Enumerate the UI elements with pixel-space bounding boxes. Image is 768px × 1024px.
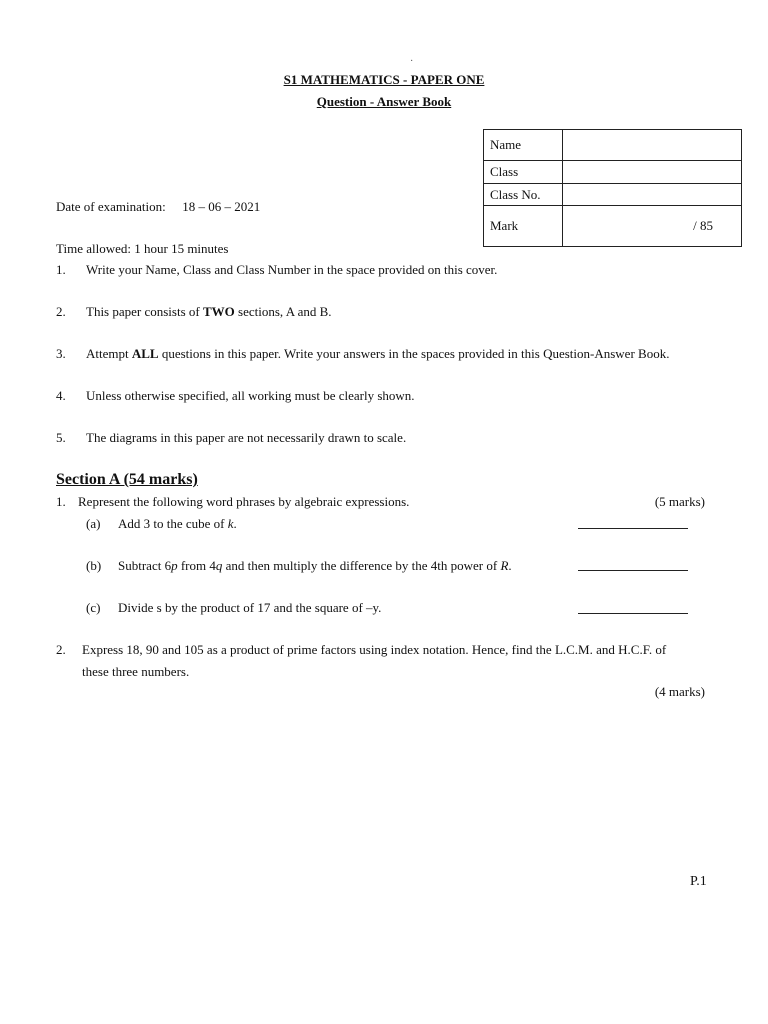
- exam-date: [56, 199, 260, 215]
- part-label: (c): [86, 600, 101, 615]
- section-a-heading: Section A (54 marks): [56, 471, 198, 488]
- instruction-text-end: sections, A and B.: [234, 304, 332, 319]
- question-number: 1.: [56, 494, 66, 509]
- time-allowed: Time allowed: 1 hour 15 minutes: [56, 241, 229, 256]
- part-variable: R: [500, 558, 509, 573]
- question-1c: [86, 600, 381, 616]
- instruction-item: [56, 388, 415, 404]
- part-variable: p: [171, 558, 178, 573]
- part-variable: k: [227, 516, 234, 531]
- instruction-text-end: questions in this paper. Write your answers in the spaces provided in this Question-Answer Book.: [158, 346, 670, 361]
- question-2-stem: [56, 642, 666, 658]
- question-2-text-cont: these three numbers.: [82, 664, 190, 679]
- instruction-number: 2.: [56, 304, 66, 319]
- class-no-field[interactable]: [563, 184, 742, 206]
- class-no-label: Class No.: [484, 184, 563, 206]
- part-variable: q: [215, 558, 223, 573]
- question-1-stem: [56, 494, 409, 510]
- name-field[interactable]: [563, 130, 742, 161]
- instruction-item: [56, 304, 332, 320]
- scan-speck: ·: [410, 56, 414, 67]
- instruction-number: 5.: [56, 430, 66, 445]
- part-text: .: [233, 516, 237, 531]
- mark-total: / 85: [563, 206, 742, 247]
- part-text: .: [508, 558, 512, 573]
- paper-subtitle: Question - Answer Book: [316, 94, 452, 109]
- answer-line-1b[interactable]: [578, 570, 688, 571]
- part-text: and then multiply the difference by the 4th power of: [222, 558, 501, 573]
- instruction-item: [56, 430, 406, 446]
- instruction-text: Attempt: [86, 346, 132, 361]
- question-1a: [86, 516, 237, 532]
- part-text: Divide s by the product of 17 and the square of –y.: [118, 600, 382, 615]
- exam-date-value: 18 – 06 – 2021: [182, 199, 261, 214]
- mark-label: Mark: [484, 206, 563, 247]
- part-text: Subtract 6: [118, 558, 172, 573]
- instruction-text: Write your Name, Class and Class Number in the space provided on this cover.: [86, 262, 498, 277]
- instruction-item: [56, 346, 669, 362]
- class-label: Class: [484, 161, 563, 184]
- instruction-number: 4.: [56, 388, 66, 403]
- instruction-number: 1.: [56, 262, 66, 277]
- question-1-marks: (5 marks): [654, 494, 705, 509]
- page-number: P.1: [690, 874, 707, 889]
- answer-line-1a[interactable]: [578, 528, 688, 529]
- part-text: Add 3 to the cube of: [118, 516, 228, 531]
- instruction-text: Unless otherwise specified, all working must be clearly shown.: [86, 388, 415, 403]
- part-text: from 4: [177, 558, 216, 573]
- class-field[interactable]: [563, 161, 742, 184]
- instruction-emphasis: TWO: [202, 304, 235, 319]
- question-2-marks: (4 marks): [654, 684, 705, 699]
- exam-date-label: Date of examination:: [56, 199, 166, 214]
- instruction-number: 3.: [56, 346, 66, 361]
- name-label: Name: [484, 130, 563, 161]
- part-label: (b): [86, 558, 102, 573]
- question-number: 2.: [56, 642, 66, 657]
- candidate-info-table: [483, 129, 742, 247]
- instruction-emphasis: ALL: [131, 346, 159, 361]
- instruction-text: This paper consists of: [86, 304, 203, 319]
- question-1b: [86, 558, 512, 574]
- instruction-item: [56, 262, 497, 278]
- answer-line-1c[interactable]: [578, 613, 688, 614]
- paper-title: S1 MATHEMATICS - PAPER ONE: [283, 72, 485, 87]
- question-text: Express 18, 90 and 105 as a product of prime factors using index notation. Hence, find the L.C.M. and H.C.F. of: [82, 642, 667, 657]
- part-label: (a): [86, 516, 101, 531]
- question-text: Represent the following word phrases by algebraic expressions.: [78, 494, 410, 509]
- instruction-text: The diagrams in this paper are not necessarily drawn to scale.: [86, 430, 407, 445]
